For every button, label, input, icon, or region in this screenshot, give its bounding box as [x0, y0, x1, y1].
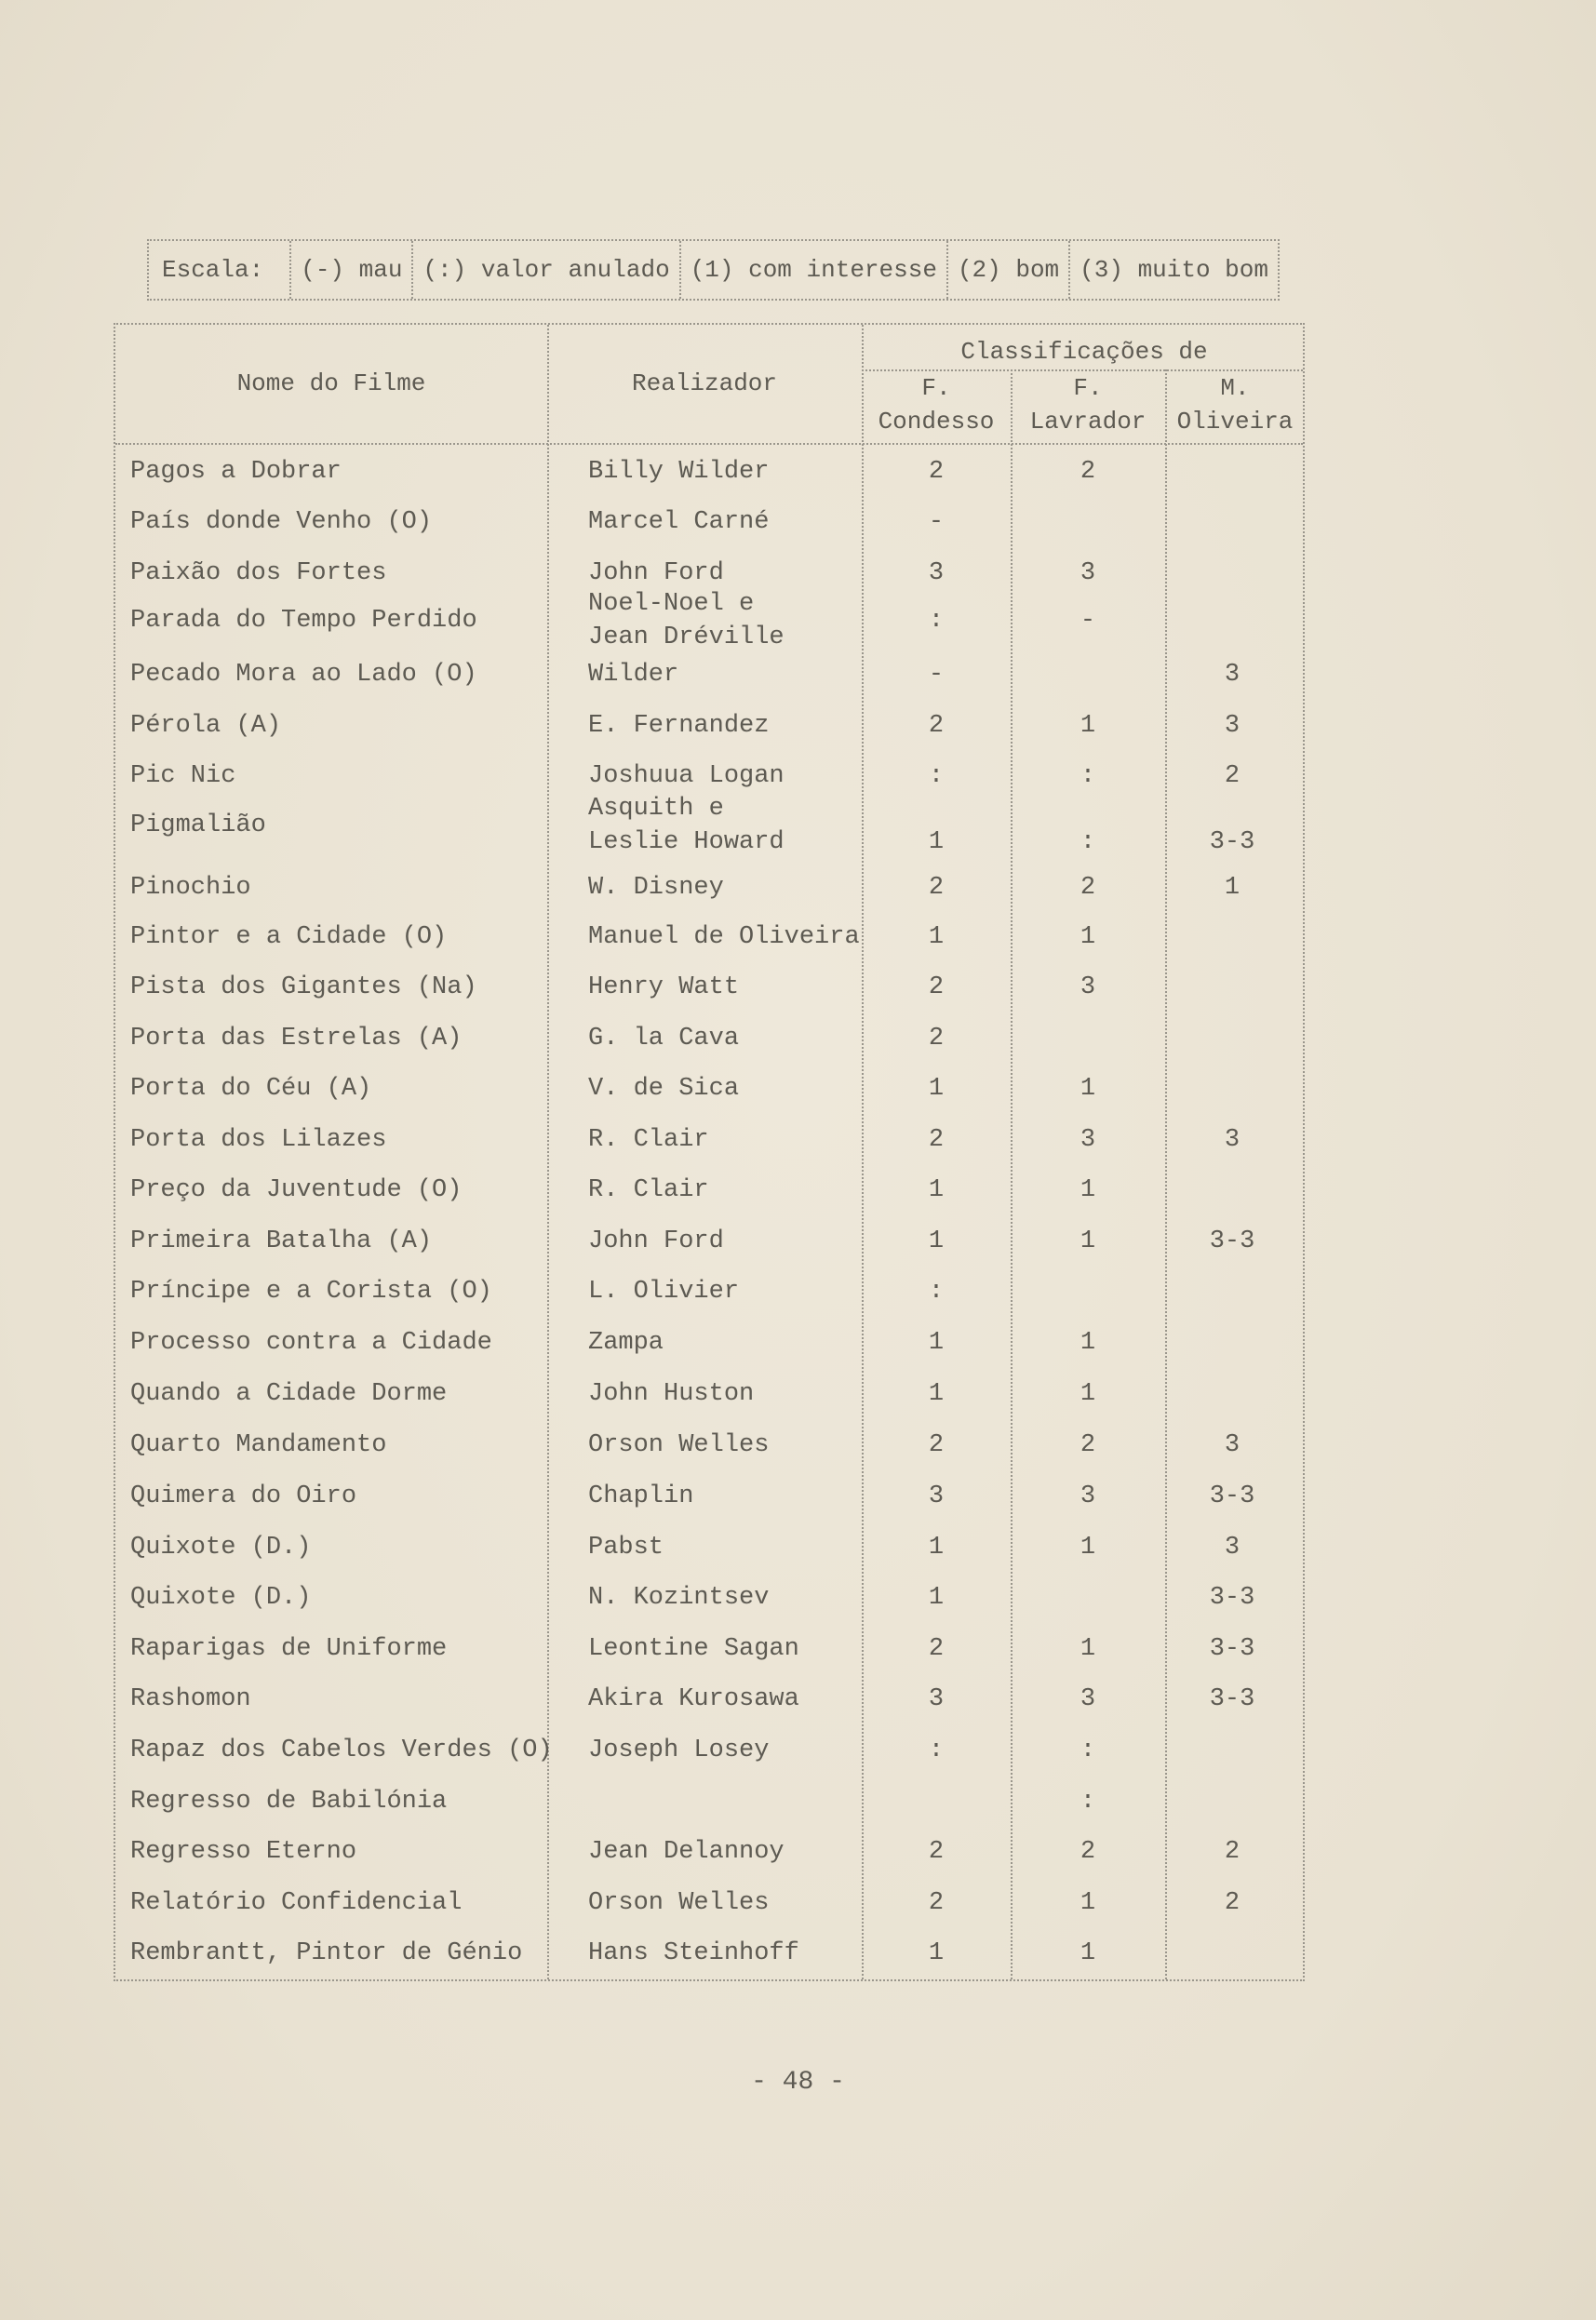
- director-name: R. Clair: [588, 1126, 709, 1154]
- rating-condesso: :: [928, 762, 945, 790]
- rating-scale-legend: [147, 239, 1280, 301]
- header-critic-lavrador: F. Lavrador: [1029, 374, 1147, 436]
- scale-item-void: (:) valor anulado: [413, 241, 680, 299]
- rating-lavrador: 2: [1080, 458, 1096, 486]
- film-title: Pigmalião: [130, 811, 266, 839]
- director-name: W. Disney: [588, 874, 724, 902]
- rating-condesso: 2: [928, 973, 945, 1001]
- rating-condesso: 1: [928, 923, 945, 951]
- header-critic-oliveira: M. Oliveira: [1176, 374, 1294, 436]
- director-name: Manuel de Oliveira: [588, 923, 860, 951]
- film-title: Primeira Batalha (A): [130, 1227, 433, 1255]
- rating-lavrador: 1: [1080, 1329, 1096, 1357]
- rating-condesso: 1: [928, 1584, 945, 1612]
- director-name: N. Kozintsev: [588, 1584, 770, 1612]
- rating-lavrador: 1: [1080, 1889, 1096, 1917]
- column-divider: [547, 325, 549, 1979]
- rating-lavrador: 1: [1080, 1380, 1096, 1408]
- rating-condesso: 1: [928, 1329, 945, 1357]
- rating-condesso: 1: [928, 1176, 945, 1204]
- scale-item-bad: (-) mau: [291, 241, 413, 299]
- scale-item-good: (2) bom: [948, 241, 1070, 299]
- rating-condesso: 3: [928, 559, 945, 587]
- rating-lavrador: 2: [1080, 874, 1096, 902]
- film-title: Preço da Juventude (O): [130, 1176, 463, 1204]
- film-title: Relatório Confidencial: [130, 1889, 463, 1917]
- film-title: Parada do Tempo Perdido: [130, 607, 477, 635]
- rating-condesso: 1: [928, 1380, 945, 1408]
- header-divider: [115, 443, 1303, 445]
- film-title: Pintor e a Cidade (O): [130, 923, 448, 951]
- film-title: Porta do Céu (A): [130, 1075, 372, 1103]
- rating-condesso: 3: [928, 1685, 945, 1713]
- film-title: Rashomon: [130, 1685, 251, 1713]
- rating-condesso: :: [928, 1278, 945, 1306]
- film-title: Porta das Estrelas (A): [130, 1025, 463, 1053]
- director-name: R. Clair: [588, 1176, 709, 1204]
- film-title: Pic Nic: [130, 762, 236, 790]
- film-title: Pinochio: [130, 874, 251, 902]
- rating-lavrador: :: [1080, 1737, 1096, 1764]
- rating-lavrador: 1: [1080, 1176, 1096, 1204]
- rating-lavrador: 2: [1080, 1431, 1096, 1459]
- rating-lavrador: 3: [1080, 1126, 1096, 1154]
- column-divider: [1011, 369, 1013, 1979]
- film-title: Porta dos Lilazes: [130, 1126, 387, 1154]
- film-title: Raparigas de Uniforme: [130, 1635, 448, 1663]
- rating-condesso: :: [928, 607, 945, 635]
- film-title: Pagos a Dobrar: [130, 458, 342, 486]
- rating-lavrador: :: [1080, 1788, 1096, 1816]
- director-name: Pabst: [588, 1534, 664, 1562]
- film-title: Regresso Eterno: [130, 1838, 357, 1866]
- rating-oliveira: 3: [1224, 1534, 1241, 1562]
- rating-condesso: 2: [928, 1635, 945, 1663]
- page-number: - 48 -: [751, 2068, 845, 2097]
- film-title: Quando a Cidade Dorme: [130, 1380, 448, 1408]
- rating-condesso: 1: [928, 1534, 945, 1562]
- column-divider: [1165, 369, 1167, 1979]
- film-title: Pista dos Gigantes (Na): [130, 973, 477, 1001]
- film-title: Rapaz dos Cabelos Verdes (O): [130, 1737, 553, 1764]
- rating-oliveira: 2: [1224, 762, 1241, 790]
- film-title: Quixote (D.): [130, 1534, 312, 1562]
- director-name: Chaplin: [588, 1482, 694, 1510]
- director-name: Noel-Noel e Jean Dréville: [588, 590, 785, 651]
- rating-condesso: 2: [928, 874, 945, 902]
- rating-condesso: -: [928, 508, 945, 536]
- rating-lavrador: 1: [1080, 1075, 1096, 1103]
- rating-lavrador: 1: [1080, 1635, 1096, 1663]
- header-film: Nome do Filme: [236, 369, 426, 397]
- film-title: País donde Venho (O): [130, 508, 433, 536]
- director-name: Orson Welles: [588, 1889, 770, 1917]
- film-title: Pérola (A): [130, 712, 282, 740]
- director-name: Billy Wilder: [588, 458, 770, 486]
- film-title: Quixote (D.): [130, 1584, 312, 1612]
- film-title: Processo contra a Cidade: [130, 1329, 492, 1357]
- rating-condesso: 3: [928, 1482, 945, 1510]
- rating-condesso: 2: [928, 1431, 945, 1459]
- rating-condesso: 1: [928, 1075, 945, 1103]
- film-title: Regresso de Babilónia: [130, 1788, 448, 1816]
- rating-oliveira: 2: [1224, 1889, 1241, 1917]
- rating-lavrador: 3: [1080, 973, 1096, 1001]
- director-name: Wilder: [588, 661, 679, 689]
- rating-oliveira: 1: [1224, 874, 1241, 902]
- rating-oliveira: 3-3: [1209, 1635, 1255, 1663]
- film-title: Paixão dos Fortes: [130, 559, 387, 587]
- director-name: John Huston: [588, 1380, 755, 1408]
- director-name: Joseph Losey: [588, 1737, 770, 1764]
- rating-lavrador: 1: [1080, 1227, 1096, 1255]
- rating-lavrador: 3: [1080, 559, 1096, 587]
- rating-oliveira: 2: [1224, 1838, 1241, 1866]
- director-name: Jean Delannoy: [588, 1838, 785, 1866]
- rating-condesso: 2: [928, 1126, 945, 1154]
- director-name: V. de Sica: [588, 1075, 740, 1103]
- director-name: Joshuua Logan: [588, 762, 785, 790]
- director-name: L. Olivier: [588, 1278, 740, 1306]
- film-title: Rembrantt, Pintor de Génio: [130, 1939, 523, 1967]
- rating-lavrador: :: [1080, 828, 1096, 856]
- rating-lavrador: -: [1080, 607, 1096, 635]
- rating-condesso: 2: [928, 458, 945, 486]
- rating-condesso: 2: [928, 712, 945, 740]
- director-name: Orson Welles: [588, 1431, 770, 1459]
- director-name: John Ford: [588, 1227, 724, 1255]
- rating-condesso: 1: [928, 828, 945, 856]
- rating-condesso: 1: [928, 1227, 945, 1255]
- director-name: E. Fernandez: [588, 712, 770, 740]
- rating-condesso: :: [928, 1737, 945, 1764]
- rating-lavrador: 3: [1080, 1482, 1096, 1510]
- film-title: Quarto Mandamento: [130, 1431, 387, 1459]
- scale-item-very-good: (3) muito bom: [1080, 256, 1268, 284]
- director-name: Leontine Sagan: [588, 1635, 799, 1663]
- director-name: Asquith e Leslie Howard: [588, 795, 785, 856]
- header-director: Realizador: [631, 369, 778, 397]
- rating-oliveira: 3-3: [1209, 1482, 1255, 1510]
- film-title: Pecado Mora ao Lado (O): [130, 661, 477, 689]
- header-classifications: Classificações de: [960, 338, 1208, 366]
- director-name: G. la Cava: [588, 1025, 740, 1053]
- rating-oliveira: 3: [1224, 1126, 1241, 1154]
- director-name: Henry Watt: [588, 973, 740, 1001]
- rating-lavrador: :: [1080, 762, 1096, 790]
- rating-oliveira: 3-3: [1209, 828, 1255, 856]
- rating-lavrador: 3: [1080, 1685, 1096, 1713]
- rating-lavrador: 2: [1080, 1838, 1096, 1866]
- ratings-table: [114, 323, 1305, 1981]
- rating-oliveira: 3-3: [1209, 1227, 1255, 1255]
- scale-label: Escala:: [149, 241, 291, 299]
- rating-lavrador: 1: [1080, 712, 1096, 740]
- rating-lavrador: 1: [1080, 1939, 1096, 1967]
- rating-condesso: 2: [928, 1025, 945, 1053]
- header-critic-condesso: F. Condesso: [878, 374, 995, 436]
- director-name: Zampa: [588, 1329, 664, 1357]
- film-title: Quimera do Oiro: [130, 1482, 357, 1510]
- rating-oliveira: 3-3: [1209, 1685, 1255, 1713]
- rating-oliveira: 3: [1224, 1431, 1241, 1459]
- rating-condesso: 2: [928, 1838, 945, 1866]
- rating-condesso: 2: [928, 1889, 945, 1917]
- director-name: Marcel Carné: [588, 508, 770, 536]
- scale-item-interest: (1) com interesse: [681, 241, 948, 299]
- film-title: Príncipe e a Corista (O): [130, 1278, 492, 1306]
- rating-oliveira: 3: [1224, 712, 1241, 740]
- column-divider: [862, 325, 864, 1979]
- rating-oliveira: 3-3: [1209, 1584, 1255, 1612]
- director-name: Hans Steinhoff: [588, 1939, 799, 1967]
- rating-condesso: -: [928, 661, 945, 689]
- rating-condesso: 1: [928, 1939, 945, 1967]
- rating-lavrador: 1: [1080, 1534, 1096, 1562]
- rating-oliveira: 3: [1224, 661, 1241, 689]
- director-name: John Ford: [588, 559, 724, 587]
- rating-lavrador: 1: [1080, 923, 1096, 951]
- director-name: Akira Kurosawa: [588, 1685, 799, 1713]
